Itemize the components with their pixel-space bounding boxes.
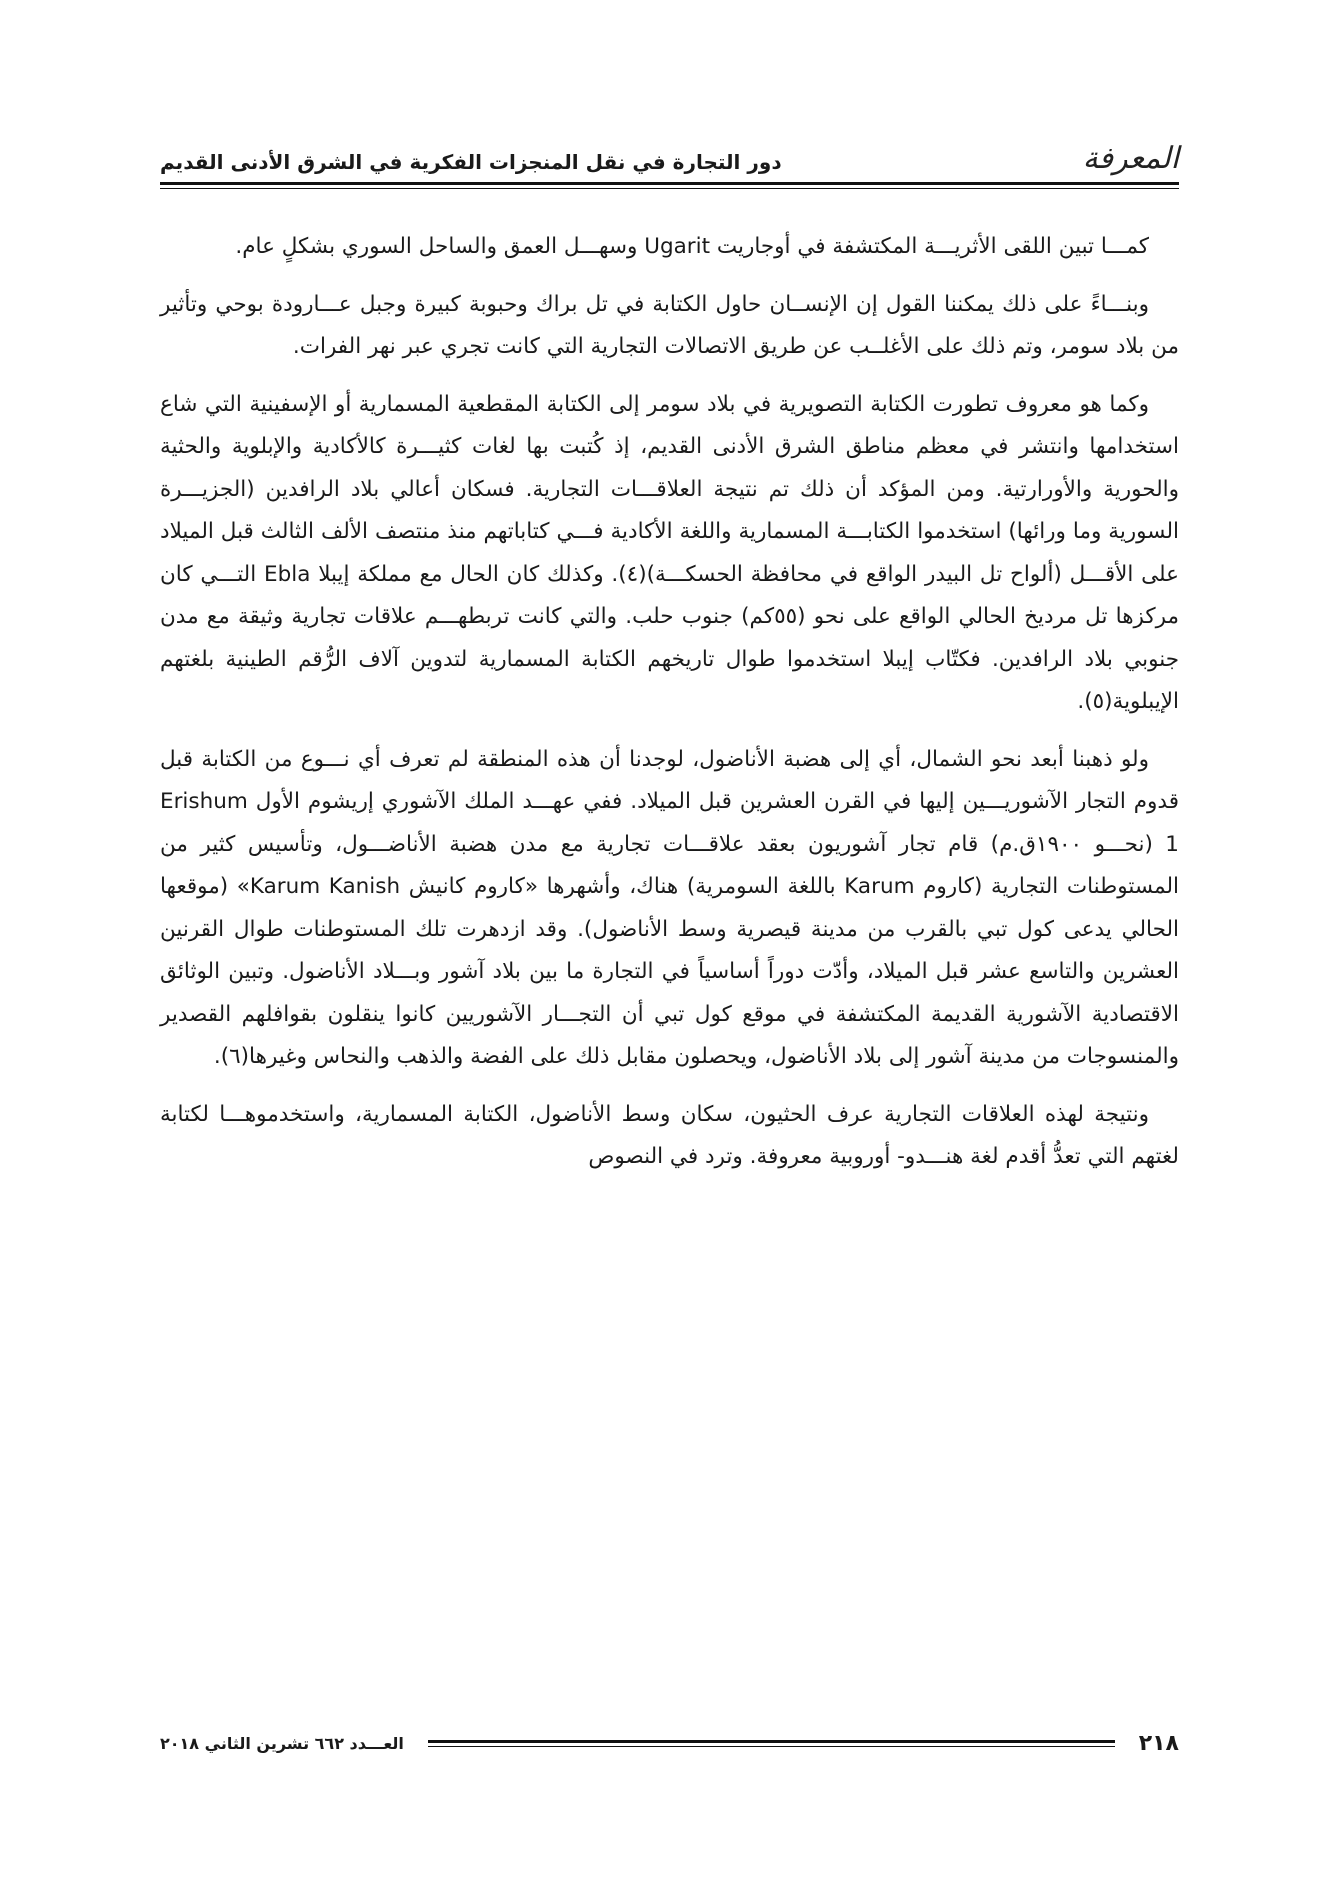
journal-logo: المعرفة	[1082, 141, 1179, 176]
paragraph-2: وبنـــاءً على ذلك يمكننا القول إن الإنســان حاول الكتابة في تل براك وحبوبة كبيرة وجبل عـــارودة بوحي وتأثير من بلاد سومر، وتم ذلك على الأغلــب عن طريق الاتصالات التجارية التي كانت تجري عبر نهر الفرات.	[160, 291, 1179, 359]
paragraph-5: ونتيجة لهذه العلاقات التجارية عرف الحثيون، سكان وسط الأناضول، الكتابة المسمارية، واستخدموهـــا لكتابة لغتهم التي تعدُّ أقدم لغة هنـــدو- أوروبية معروفة. وترد في النصوص	[160, 1101, 1179, 1169]
footer-divider-thick	[428, 1740, 1115, 1743]
running-title: دور التجارة في نقل المنجزات الفكرية في الشرق الأدنى القديم	[160, 150, 782, 174]
footer-divider	[428, 1740, 1115, 1747]
header-divider-thin	[160, 188, 1179, 189]
article-body	[160, 226, 1179, 1194]
paragraph-1: كمـــا تبين اللقى الأثريـــة المكتشفة في أوجاريت Ugarit وسهـــل العمق والساحل السوري بشكلٍ عام.	[235, 234, 1149, 259]
page-header	[160, 130, 1179, 180]
footer-divider-thin	[428, 1746, 1115, 1747]
page-number: ٢١٨	[1138, 1730, 1179, 1756]
issue-label: العـــدد ٦٦٢ تشرين الثاني ٢٠١٨	[160, 1733, 404, 1753]
page-footer	[160, 1728, 1179, 1758]
header-divider	[160, 182, 1179, 185]
paragraph-3: وكما هو معروف تطورت الكتابة التصويرية في بلاد سومر إلى الكتابة المقطعية المسمارية أو الإسفينية التي شاع استخدامها وانتشر في معظم مناطق الشرق الأدنى القديم، إذ كُتبت بها لغات كثيـــرة كالأكادية والإبلوية والحثية والحورية والأورارتية. ومن المؤكد أن ذلك تم نتيجة العلاقـــات التجارية. فسكان أعالي بلاد الرافدين (الجزيـــرة السورية وما ورائها) استخدموا الكتابـــة المسمارية واللغة الأكادية فـــي كتاباتهم منذ منتصف الألف الثالث قبل الميلاد على الأقـــل (ألواح تل البيدر الواقع في محافظة الحسكـــة)(٤). وكذلك كان الحال مع مملكة إيبلا Ebla التـــي كان مركزها تل مرديخ الحالي الواقع على نحو (٥٥كم) جنوب حلب. والتي كانت تربطهـــم علاقات تجارية وثيقة مع مدن جنوبي بلاد الرافدين. فكتّاب إيبلا استخدموا طوال تاريخهم الكتابة المسمارية لتدوين آلاف الرُّقم الطينية بلغتهم الإيبلوية(٥).	[160, 391, 1180, 714]
paragraph-4: ولو ذهبنا أبعد نحو الشمال، أي إلى هضبة الأناضول، لوجدنا أن هذه المنطقة لم تعرف أي نـــوع من الكتابة قبل قدوم التجار الآشوريـــين إليها في القرن العشرين قبل الميلاد. ففي عهـــد الملك الآشوري إريشوم الأول Erishum 1 (نحـــو ١٩٠٠ق.م) قام تجار آشوريون بعقد علاقـــات تجارية مع مدن هضبة الأناضـــول، وتأسيس كثير من المستوطنات التجارية (كاروم Karum باللغة السومرية) هناك، وأشهرها «كاروم كانيش Karum Kanish» (موقعها الحالي يدعى كول تبي بالقرب من مدينة قيصرية وسط الأناضول). وقد ازدهرت تلك المستوطنات طوال القرنين العشرين والتاسع عشر قبل الميلاد، وأدّت دوراً أساسياً في التجارة ما بين بلاد آشور وبـــلاد الأناضول. وتبين الوثائق الاقتصادية الآشورية القديمة المكتشفة في موقع كول تبي أن التجـــار الآشوريين كانوا ينقلون بقوافلهم القصدير والمنسوجات من مدينة آشور إلى بلاد الأناضول، ويحصلون مقابل ذلك على الفضة والذهب والنحاس وغيرها(٦).	[160, 746, 1179, 1069]
